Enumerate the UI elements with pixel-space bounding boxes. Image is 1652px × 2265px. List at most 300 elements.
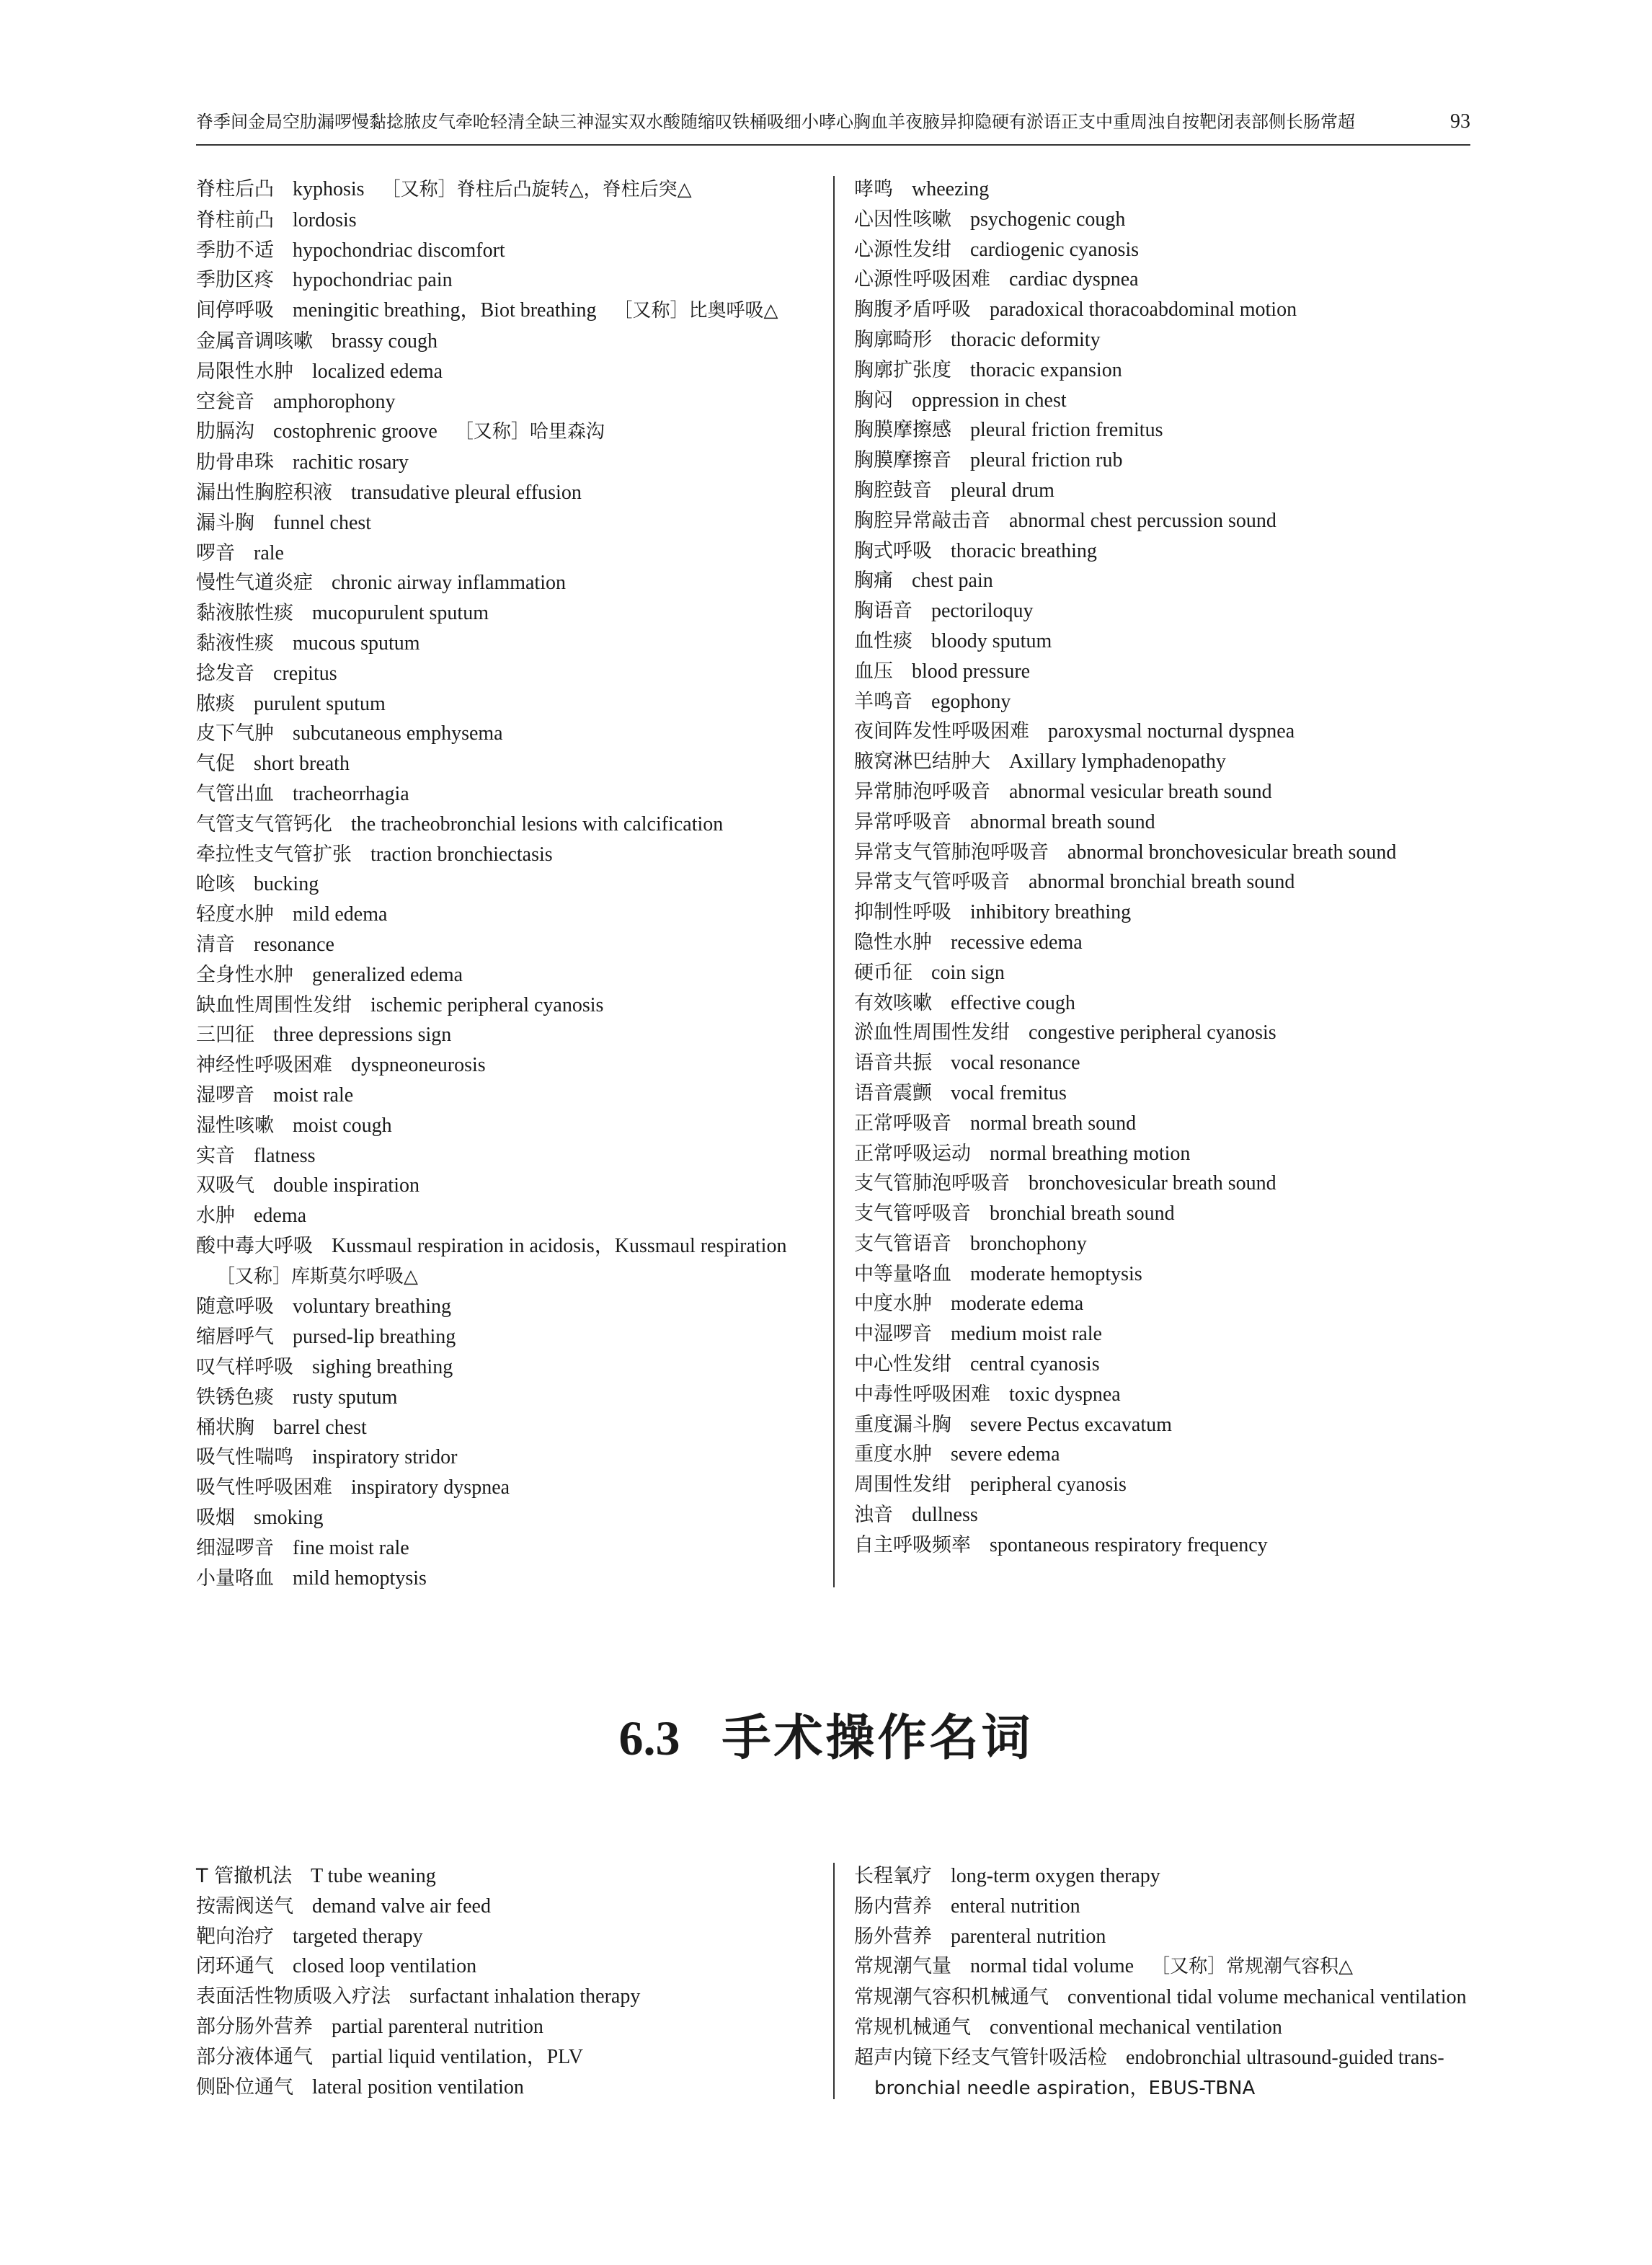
term-chinese: 缺血性周围性发绀 <box>196 993 352 1016</box>
term-english: blood pressure <box>912 660 1031 683</box>
term-chinese: 胸痛 <box>854 569 893 593</box>
term-chinese: 气管出血 <box>196 782 274 805</box>
term-chinese: 神经性呼吸困难 <box>196 1054 332 1077</box>
glossary-entry <box>196 689 830 719</box>
term-english: chronic airway inflammation <box>332 572 566 595</box>
term-english: costophrenic groove <box>273 420 438 443</box>
term-english: coin sign <box>931 961 1005 984</box>
glossary-entry <box>854 596 1488 626</box>
term-chinese: 超声内镜下经支气管针吸活检 <box>854 2046 1107 2069</box>
term-english: egophony <box>931 690 1011 713</box>
term-chinese: 脊柱前凸 <box>196 208 274 231</box>
term-chinese: 侧卧位通气 <box>196 2075 293 2098</box>
glossary-entry <box>854 1319 1488 1349</box>
term-english: tracheorrhagia <box>293 782 409 805</box>
term-english: inspiratory stridor <box>312 1446 458 1469</box>
term-chinese: 缩唇呼气 <box>196 1326 274 1349</box>
term-english: spontaneous respiratory frequency <box>990 1533 1268 1556</box>
term-english: resonance <box>254 933 334 956</box>
glossary-entry <box>196 1050 830 1081</box>
term-chinese: 异常支气管肺泡呼吸音 <box>854 841 1049 864</box>
term-english: moist cough <box>293 1114 392 1137</box>
term-english: short breath <box>254 753 350 776</box>
term-chinese: 支气管肺泡呼吸音 <box>854 1172 1010 1195</box>
glossary-entry <box>854 295 1488 325</box>
entry-continuation: bronchial needle aspiration，EBUS-TBNA <box>874 2077 1256 2099</box>
term-chinese: 正常呼吸运动 <box>854 1142 971 1165</box>
term-english: traction bronchiectasis <box>370 843 553 866</box>
term-chinese: 全身性水肿 <box>196 963 293 986</box>
term-chinese: 胸廓扩张度 <box>854 358 951 381</box>
term-chinese: 胸膜摩擦音 <box>854 449 951 472</box>
glossary-entry <box>196 265 830 296</box>
term-chinese: 胸语音 <box>854 600 912 623</box>
term-chinese: 间停呼吸 <box>196 299 274 322</box>
term-chinese: 局限性水肿 <box>196 360 293 383</box>
term-chinese: 中湿啰音 <box>854 1323 932 1346</box>
term-english: brassy cough <box>332 329 438 353</box>
glossary-entry <box>854 386 1488 416</box>
glossary-entry <box>854 1048 1488 1078</box>
term-chinese: 随意呼吸 <box>196 1295 274 1318</box>
term-english: cardiac dyspnea <box>1009 268 1139 291</box>
term-chinese: 浊音 <box>854 1504 893 1527</box>
term-english: paroxysmal nocturnal dyspnea <box>1048 720 1295 743</box>
term-chinese: 水肿 <box>196 1205 235 1228</box>
term-english: inhibitory breathing <box>970 901 1132 924</box>
term-chinese: 有效咳嗽 <box>854 991 932 1014</box>
glossary-entry <box>854 717 1488 747</box>
glossary-entry <box>854 1470 1488 1500</box>
term-english: rusty sputum <box>293 1386 398 1409</box>
glossary-entry <box>854 747 1488 777</box>
glossary-entry <box>196 327 830 357</box>
term-chinese: 吸气性喘鸣 <box>196 1446 293 1469</box>
glossary-entry <box>854 1410 1488 1440</box>
glossary-entry <box>196 1141 830 1171</box>
term-chinese: 湿啰音 <box>196 1083 254 1107</box>
term-english: normal tidal volume <box>970 1955 1134 1978</box>
term-english: vocal fremitus <box>951 1081 1067 1104</box>
glossary-entry <box>196 1564 830 1594</box>
term-alias: ［又称］常规潮气容积△ <box>1151 1956 1354 1978</box>
glossary-entry <box>196 1262 830 1293</box>
term-chinese: 吸烟 <box>196 1507 235 1530</box>
term-chinese: 皮下气肿 <box>196 722 274 745</box>
header-rule <box>196 144 1470 146</box>
term-english: enteral nutrition <box>951 1894 1080 1918</box>
glossary-entry <box>854 657 1488 687</box>
term-chinese: 硬币征 <box>854 961 912 984</box>
term-chinese: 细湿啰音 <box>196 1536 274 1559</box>
term-alias: ［又称］哈里森沟 <box>454 421 605 443</box>
glossary-column-left <box>196 174 830 1593</box>
section-heading <box>0 1706 1652 1771</box>
term-chinese: 吸气性呼吸困难 <box>196 1476 332 1499</box>
term-chinese: 清音 <box>196 933 235 956</box>
term-chinese: 捻发音 <box>196 662 254 685</box>
glossary-entry <box>854 536 1488 567</box>
glossary-entry <box>854 897 1488 928</box>
glossary-entry <box>854 1440 1488 1470</box>
term-chinese: 胸式呼吸 <box>854 539 932 562</box>
glossary-entry <box>196 1383 830 1413</box>
term-chinese: 季肋不适 <box>196 239 274 262</box>
term-english: lateral position ventilation <box>312 2075 524 2098</box>
glossary-entry <box>196 448 830 478</box>
term-english: moderate hemoptysis <box>970 1262 1142 1285</box>
term-chinese: 呛咳 <box>196 873 235 896</box>
term-english: transudative pleural effusion <box>351 481 582 504</box>
glossary-entry <box>854 1982 1488 2013</box>
term-chinese: 常规潮气量 <box>854 1955 951 1978</box>
term-english: ischemic peripheral cyanosis <box>370 993 604 1016</box>
glossary-entry <box>854 1109 1488 1139</box>
term-english: closed loop ventilation <box>293 1955 477 1978</box>
term-english: T tube weaning <box>311 1865 436 1887</box>
term-english: pectoriloquy <box>931 600 1034 623</box>
glossary-entry <box>196 1201 830 1231</box>
glossary-entry <box>196 659 830 689</box>
term-chinese: 常规潮气容积机械通气 <box>854 1986 1049 2009</box>
glossary-entry <box>854 476 1488 506</box>
term-english: fine moist rale <box>293 1536 409 1559</box>
term-english: recessive edema <box>951 931 1083 954</box>
glossary-entry <box>854 1861 1488 1892</box>
term-english: barrel chest <box>273 1416 367 1439</box>
page-number: 93 <box>1450 110 1470 133</box>
term-english: effective cough <box>951 991 1075 1014</box>
term-english: partial parenteral nutrition <box>332 2015 543 2038</box>
glossary-entry <box>196 1413 830 1443</box>
glossary-entry <box>196 629 830 659</box>
term-chinese: 隐性水肿 <box>854 931 932 954</box>
term-chinese: 夜间阵发性呼吸困难 <box>854 720 1029 743</box>
term-alias: ［又称］比奥呼吸△ <box>613 300 778 322</box>
term-chinese: 铁锈色痰 <box>196 1386 274 1409</box>
term-english: thoracic deformity <box>951 328 1101 351</box>
term-chinese: 中度水肿 <box>854 1293 932 1316</box>
glossary-entry <box>196 296 830 327</box>
glossary-entry <box>854 1951 1488 1982</box>
glossary-entry <box>196 508 830 538</box>
glossary-entry <box>196 960 830 990</box>
term-english: hypochondriac discomfort <box>293 239 505 262</box>
term-english: bronchovesicular breath sound <box>1029 1172 1276 1195</box>
glossary-entry <box>854 687 1488 717</box>
term-english: thoracic expansion <box>970 358 1122 381</box>
term-english: bronchophony <box>970 1232 1087 1255</box>
term-chinese: 血压 <box>854 660 893 683</box>
term-english: endobronchial ultrasound-guided trans- <box>1126 2046 1444 2069</box>
term-english: normal breathing motion <box>990 1142 1191 1165</box>
term-chinese: 季肋区疼 <box>196 269 274 292</box>
term-english: severe edema <box>951 1443 1060 1466</box>
glossary-entry <box>196 205 830 236</box>
glossary-entry <box>196 2073 830 2103</box>
term-english: bronchial breath sound <box>990 1202 1175 1225</box>
term-chinese: 金属音调咳嗽 <box>196 329 313 353</box>
glossary-entry <box>854 1139 1488 1169</box>
term-english: mucopurulent sputum <box>312 602 489 625</box>
term-chinese: 黏液脓性痰 <box>196 602 293 625</box>
term-english: pleural friction rub <box>970 449 1123 472</box>
glossary-entry <box>854 174 1488 205</box>
glossary-entry <box>854 1199 1488 1229</box>
term-english: severe Pectus excavatum <box>970 1413 1172 1436</box>
term-chinese: 漏出性胸腔积液 <box>196 481 332 504</box>
term-chinese: 湿性咳嗽 <box>196 1114 274 1137</box>
term-chinese: 闭环通气 <box>196 1955 274 1978</box>
glossary-entry <box>854 988 1488 1019</box>
glossary-entry <box>196 1951 830 1982</box>
term-english: abnormal chest percussion sound <box>1009 509 1276 532</box>
glossary-entry <box>854 446 1488 476</box>
glossary-entry <box>196 1533 830 1564</box>
glossary-entry <box>854 1500 1488 1530</box>
glossary-entry <box>854 958 1488 988</box>
term-english: kyphosis <box>293 178 365 200</box>
term-chinese: 重度漏斗胸 <box>854 1413 951 1436</box>
glossary-entry <box>854 1289 1488 1319</box>
glossary-entry <box>196 2012 830 2042</box>
term-english: rachitic rosary <box>293 451 409 474</box>
term-chinese: 脓痰 <box>196 692 235 715</box>
term-chinese: 正常呼吸音 <box>854 1112 951 1135</box>
glossary-entry <box>196 387 830 417</box>
term-chinese: 表面活性物质吸入疗法 <box>196 1985 391 2008</box>
term-english: cardiogenic cyanosis <box>970 238 1140 261</box>
term-chinese: 血性痰 <box>854 629 912 652</box>
glossary-entry <box>854 325 1488 355</box>
term-chinese: 心源性呼吸困难 <box>854 268 990 291</box>
glossary-entry <box>854 1892 1488 1922</box>
term-english: smoking <box>254 1507 324 1530</box>
term-english: abnormal breath sound <box>970 810 1155 833</box>
column-divider <box>833 1863 835 2099</box>
term-chinese: 桶状胸 <box>196 1416 254 1439</box>
section-number: 6.3 <box>618 1711 680 1765</box>
term-english: bucking <box>254 873 319 896</box>
term-english: meningitic breathing，Biot breathing <box>293 299 597 322</box>
term-chinese: 小量咯血 <box>196 1566 274 1590</box>
term-chinese: 按需阀送气 <box>196 1894 293 1918</box>
term-english: pleural drum <box>951 479 1054 502</box>
term-chinese: 淤血性周围性发绀 <box>854 1021 1010 1045</box>
entry-continuation: ［又称］库斯莫尔呼吸△ <box>216 1265 418 1287</box>
glossary-entry <box>854 506 1488 536</box>
procedure-column-right <box>854 1861 1488 2104</box>
term-chinese: 胸膜摩擦感 <box>854 419 951 442</box>
glossary-entry <box>854 205 1488 235</box>
glossary-entry <box>196 779 830 810</box>
term-chinese: 双吸气 <box>196 1174 254 1197</box>
glossary-entry <box>854 1259 1488 1290</box>
glossary-entry <box>196 1352 830 1383</box>
term-chinese: 叹气样呼吸 <box>196 1356 293 1379</box>
glossary-entry <box>854 626 1488 657</box>
glossary-entry <box>854 355 1488 386</box>
term-chinese: 靶向治疗 <box>196 1925 274 1948</box>
glossary-entry <box>854 777 1488 807</box>
header-index-characters: 脊季间金局空肋漏啰慢黏捻脓皮气牵呛轻清全缺三神湿实双水酸随缩叹铁桶吸细小哮心胸血羊夜腋异抑隐硬有淤语正支中重周浊自按靶闭表部侧长肠常超 <box>196 112 1355 132</box>
term-english: wheezing <box>912 178 990 200</box>
term-english: dyspneoneurosis <box>351 1054 486 1077</box>
term-english: peripheral cyanosis <box>970 1473 1127 1497</box>
term-english: vocal resonance <box>951 1052 1080 1075</box>
term-chinese: 长程氧疗 <box>854 1865 932 1887</box>
term-english: funnel chest <box>273 511 372 534</box>
term-english: long-term oxygen therapy <box>951 1865 1160 1887</box>
term-chinese: 中毒性呼吸困难 <box>854 1383 990 1406</box>
term-english: oppression in chest <box>912 389 1067 412</box>
glossary-entry <box>854 2013 1488 2043</box>
term-english: partial liquid ventilation，PLV <box>332 2045 583 2068</box>
term-chinese: 脊柱后凸 <box>196 178 274 200</box>
term-english: normal breath sound <box>970 1112 1137 1135</box>
glossary-entry <box>854 1078 1488 1109</box>
glossary-entry <box>854 265 1488 295</box>
term-chinese: T 管撤机法 <box>196 1865 293 1887</box>
glossary-entry <box>196 478 830 508</box>
term-english: edema <box>254 1205 307 1228</box>
glossary-entry <box>854 838 1488 868</box>
term-chinese: 羊鸣音 <box>854 690 912 713</box>
glossary-entry <box>196 1171 830 1201</box>
glossary-entry <box>854 1530 1488 1561</box>
term-chinese: 气促 <box>196 753 235 776</box>
term-alias: ［又称］脊柱后凸旋转△，脊柱后突△ <box>381 179 692 200</box>
glossary-entry <box>196 719 830 749</box>
glossary-entry <box>196 749 830 779</box>
glossary-entry <box>196 2042 830 2073</box>
term-chinese: 异常支气管呼吸音 <box>854 871 1010 894</box>
glossary-entry <box>854 1380 1488 1410</box>
term-chinese: 空瓮音 <box>196 390 254 413</box>
term-english: bloody sputum <box>931 629 1052 652</box>
procedure-column-left <box>196 1861 830 2102</box>
term-chinese: 胸腹矛盾呼吸 <box>854 298 971 322</box>
term-chinese: 肠外营养 <box>854 1925 932 1948</box>
term-english: mild hemoptysis <box>293 1566 427 1590</box>
glossary-entry <box>196 1322 830 1352</box>
term-english: generalized edema <box>312 963 463 986</box>
term-chinese: 异常呼吸音 <box>854 810 951 833</box>
term-chinese: 抑制性呼吸 <box>854 901 951 924</box>
glossary-entry <box>196 236 830 266</box>
term-english: demand valve air feed <box>312 1894 491 1918</box>
glossary-entry <box>854 2073 1488 2104</box>
term-chinese: 胸闷 <box>854 389 893 412</box>
term-english: subcutaneous emphysema <box>293 722 503 745</box>
term-english: conventional tidal volume mechanical ventilation <box>1067 1986 1467 2009</box>
glossary-entry <box>196 417 830 448</box>
glossary-entry <box>196 1982 830 2012</box>
term-chinese: 肋膈沟 <box>196 420 254 443</box>
term-chinese: 中心性发绀 <box>854 1353 951 1376</box>
term-english: congestive peripheral cyanosis <box>1029 1021 1276 1045</box>
term-chinese: 漏斗胸 <box>196 511 254 534</box>
term-english: abnormal bronchovesicular breath sound <box>1067 841 1397 864</box>
term-english: inspiratory dyspnea <box>351 1476 510 1499</box>
glossary-entry <box>854 415 1488 446</box>
glossary-entry <box>196 1861 830 1892</box>
term-chinese: 轻度水肿 <box>196 903 274 926</box>
term-chinese: 中等量咯血 <box>854 1262 951 1285</box>
term-english: abnormal bronchial breath sound <box>1029 871 1295 894</box>
term-english: mild edema <box>293 903 388 926</box>
term-english: localized edema <box>312 360 443 383</box>
glossary-entry <box>196 1111 830 1141</box>
glossary-entry <box>196 357 830 387</box>
term-chinese: 胸廓畸形 <box>854 328 932 351</box>
glossary-entry <box>196 598 830 629</box>
term-chinese: 语音共振 <box>854 1052 932 1075</box>
term-english: paradoxical thoracoabdominal motion <box>990 298 1297 322</box>
glossary-entry <box>196 568 830 598</box>
term-english: conventional mechanical ventilation <box>990 2016 1282 2039</box>
term-english: double inspiration <box>273 1174 419 1197</box>
term-english: the tracheobronchial lesions with calcification <box>351 812 724 835</box>
term-chinese: 气管支气管钙化 <box>196 812 332 835</box>
term-chinese: 啰音 <box>196 541 235 564</box>
term-chinese: 三凹征 <box>196 1024 254 1047</box>
term-english: Kussmaul respiration in acidosis，Kussmaul respiration <box>332 1234 787 1257</box>
glossary-entry <box>854 1349 1488 1380</box>
glossary-entry <box>854 235 1488 265</box>
term-english: rale <box>254 541 284 564</box>
term-english: Axillary lymphadenopathy <box>1009 750 1226 774</box>
glossary-entry <box>854 2043 1488 2073</box>
term-english: dullness <box>912 1504 978 1527</box>
glossary-entry <box>196 900 830 930</box>
term-english: crepitus <box>273 662 337 685</box>
column-divider <box>833 176 835 1587</box>
glossary-entry <box>196 1922 830 1952</box>
term-english: targeted therapy <box>293 1925 423 1948</box>
term-english: thoracic breathing <box>951 539 1097 562</box>
glossary-entry <box>854 566 1488 596</box>
glossary-entry <box>196 810 830 840</box>
term-chinese: 慢性气道炎症 <box>196 572 313 595</box>
glossary-column-right <box>854 174 1488 1561</box>
term-chinese: 支气管呼吸音 <box>854 1202 971 1225</box>
glossary-entry <box>854 928 1488 958</box>
section-title: 手术操作名词 <box>721 1710 1034 1767</box>
term-chinese: 周围性发绀 <box>854 1473 951 1497</box>
term-english: parenteral nutrition <box>951 1925 1106 1948</box>
term-english: medium moist rale <box>951 1323 1102 1346</box>
glossary-entry <box>196 869 830 900</box>
glossary-entry <box>196 538 830 569</box>
term-chinese: 心源性发绀 <box>854 238 951 261</box>
term-chinese: 常规机械通气 <box>854 2016 971 2039</box>
term-english: surfactant inhalation therapy <box>409 1985 641 2008</box>
glossary-entry <box>196 1892 830 1922</box>
term-english: chest pain <box>912 569 993 593</box>
glossary-entry <box>196 1020 830 1050</box>
glossary-entry <box>854 1922 1488 1952</box>
glossary-entry <box>854 807 1488 838</box>
glossary-entry <box>854 867 1488 897</box>
glossary-entry <box>196 990 830 1021</box>
term-chinese: 黏液性痰 <box>196 631 274 655</box>
term-chinese: 实音 <box>196 1144 235 1167</box>
glossary-entry <box>196 174 830 205</box>
term-chinese: 酸中毒大呼吸 <box>196 1234 313 1257</box>
term-english: three depressions sign <box>273 1024 452 1047</box>
term-english: abnormal vesicular breath sound <box>1009 780 1272 803</box>
